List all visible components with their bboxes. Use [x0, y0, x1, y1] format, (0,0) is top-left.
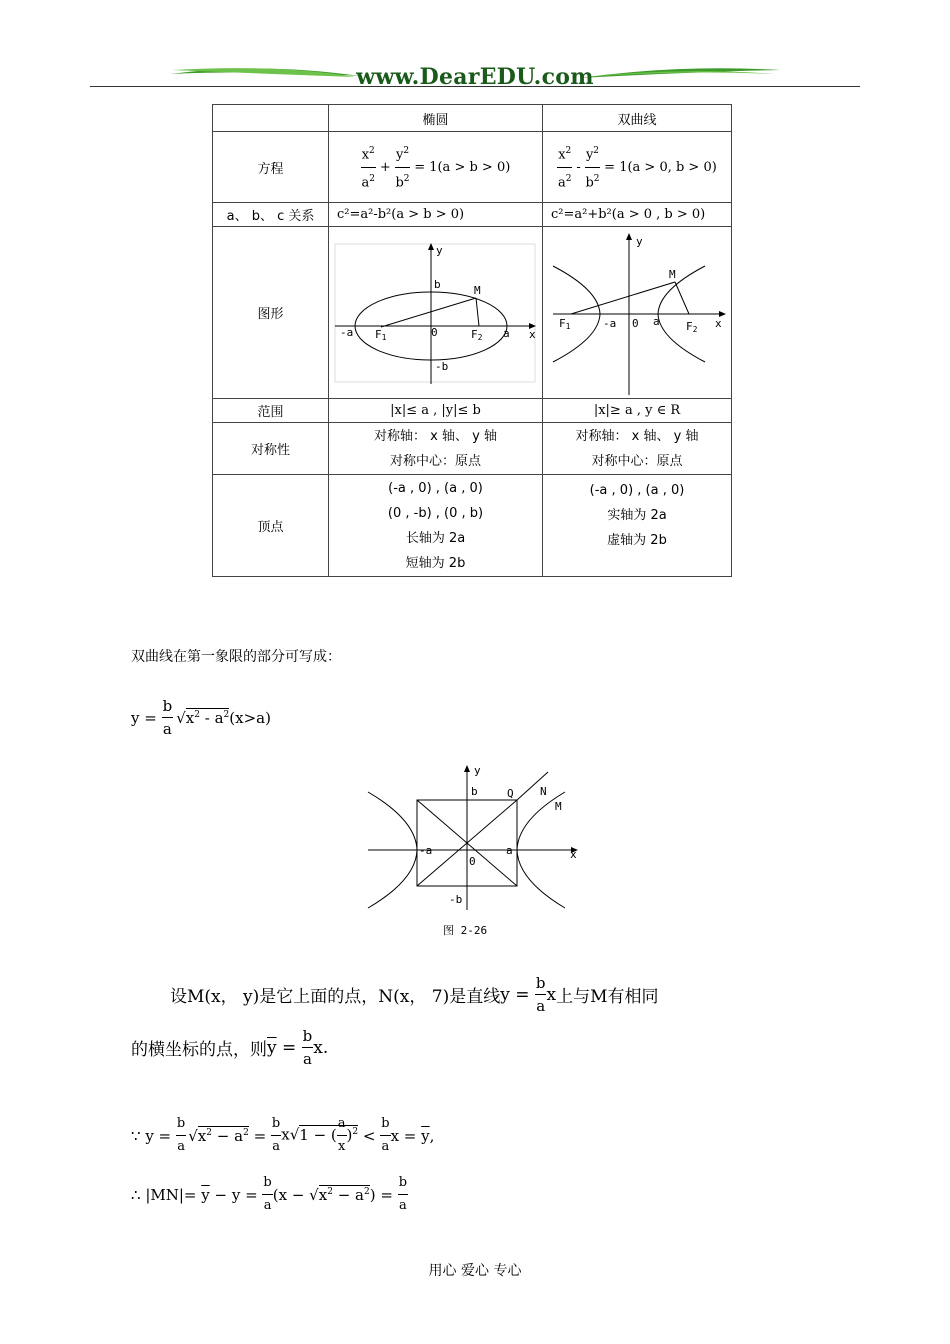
fig-x-label: x [570, 848, 577, 861]
ellipse-graph-cell [329, 227, 543, 399]
equation-therefore: ∴ |MN|= $\overline{y}$ − y = $\frac{b}{a}$ $(x - √x^2 - a^2)$ = $\frac{b}{a}$ [131, 1172, 408, 1217]
equation-y-sqrt: y = $\frac{b}{a}$ $√x^2 - a^2$ (x>a) [131, 697, 271, 738]
hyperbola-origin-label: 0 [632, 316, 639, 330]
hyperbola-abc: c²=a²+b²(a > 0 , b > 0) [543, 203, 732, 227]
row-label-symmetry: 对称性 [213, 423, 329, 475]
hyperbola-graph-cell [543, 227, 732, 399]
fig-caption: 图 2-26 [443, 924, 488, 937]
header-ellipse: 椭圆 [329, 105, 543, 132]
ellipse-neg-a-label: -a [340, 325, 354, 339]
hyperbola-range: |x|≥ a , y ∈ R [543, 399, 732, 423]
row-label-vertex: 顶点 [213, 475, 329, 577]
ellipse-y-label: y [436, 243, 443, 257]
header-empty [213, 105, 329, 132]
fig-y-label: y [474, 764, 481, 777]
paragraph-ybar: 的横坐标的点，则 $\overline{y}$ = $\frac{b}{a}$ x. [131, 1027, 329, 1068]
ellipse-b-label: b [434, 277, 441, 291]
page-footer: 用心 爱心 专心 [428, 1263, 522, 1279]
fig-b-label: b [471, 785, 478, 798]
row-label-abc: a、 b、 c 关系 [213, 203, 329, 227]
ellipse-equation: $\frac{x^2}{a^2}$ + $\frac{y^2}{b^2}$ = 1(a > b > 0) [329, 132, 543, 203]
paragraph-first-quadrant: 双曲线在第一象限的部分可写成： [131, 649, 341, 665]
hyperbola-M-label: M [669, 267, 676, 281]
header-rule [90, 86, 860, 87]
paragraph-points-M-N: 设M(x， y)是它上面的点，N(x， 7)是直线 y = $\frac{b}{a}$ x 上与M有相同 [170, 974, 659, 1015]
fig-N-label: N [540, 785, 547, 798]
figure-2-26 [360, 762, 590, 942]
row-label-equation: 方程 [213, 132, 329, 203]
hyperbola-neg-a-label: -a [603, 316, 617, 330]
hyperbola-F1-label: F1 [559, 316, 571, 331]
ellipse-F2-label: F2 [471, 327, 483, 342]
fig-Q-label: Q [507, 787, 514, 800]
fig-origin-label: 0 [469, 855, 476, 868]
fig-a-label: a [506, 844, 513, 857]
hyperbola-F2-label: F2 [686, 319, 698, 334]
comparison-table [212, 104, 732, 577]
ellipse-origin-label: 0 [431, 325, 438, 339]
ellipse-range: |x|≤ a , |y|≤ b [329, 399, 543, 423]
hyperbola-symmetry: 对称轴： x 轴、 y 轴 对称中心：原点 [543, 423, 732, 475]
row-label-graph: 图形 [213, 227, 329, 399]
ellipse-x-label: x [529, 327, 536, 341]
ellipse-abc: c²=a²-b²(a > b > 0) [329, 203, 543, 227]
ellipse-a-label: a [503, 326, 510, 340]
ellipse-symmetry: 对称轴： x 轴、 y 轴 对称中心：原点 [329, 423, 543, 475]
ellipse-F1-label: F1 [375, 327, 387, 342]
ellipse-graph [333, 238, 538, 388]
hyperbola-x-label: x [715, 316, 722, 330]
ellipse-vertex: (-a , 0) , (a , 0) (0 , -b) , (0 , b) 长轴为 2a 短轴为 2b [329, 475, 543, 577]
ellipse-neg-b-label: -b [435, 359, 449, 373]
hyperbola-y-label: y [636, 234, 643, 248]
ellipse-M-label: M [474, 283, 481, 297]
hyperbola-vertex: (-a , 0) , (a , 0) 实轴为 2a 虚轴为 2b [543, 475, 732, 577]
fig-neg-a-label: -a [419, 844, 433, 857]
fig-M-label: M [555, 800, 562, 813]
hyperbola-graph [547, 230, 727, 396]
fig-neg-b-label: -b [449, 893, 463, 906]
equation-because: ∵ y = $\frac{b}{a}$ $√x^2 - a^2$ = $\frac{b}{a}$ x√1 − ( $\frac{a}{x}$ )$^2$ < $\frac{b}{a}$ x = $\overline{y}$ , [131, 1113, 434, 1158]
header-hyperbola: 双曲线 [543, 105, 732, 132]
row-label-range: 范围 [213, 399, 329, 423]
hyperbola-a-label: a [653, 314, 660, 328]
site-banner[interactable]: www.DearEDU.com [356, 64, 594, 90]
hyperbola-equation: $\frac{x^2}{a^2}$ - $\frac{y^2}{b^2}$ = 1(a > 0, b > 0) [543, 132, 732, 203]
